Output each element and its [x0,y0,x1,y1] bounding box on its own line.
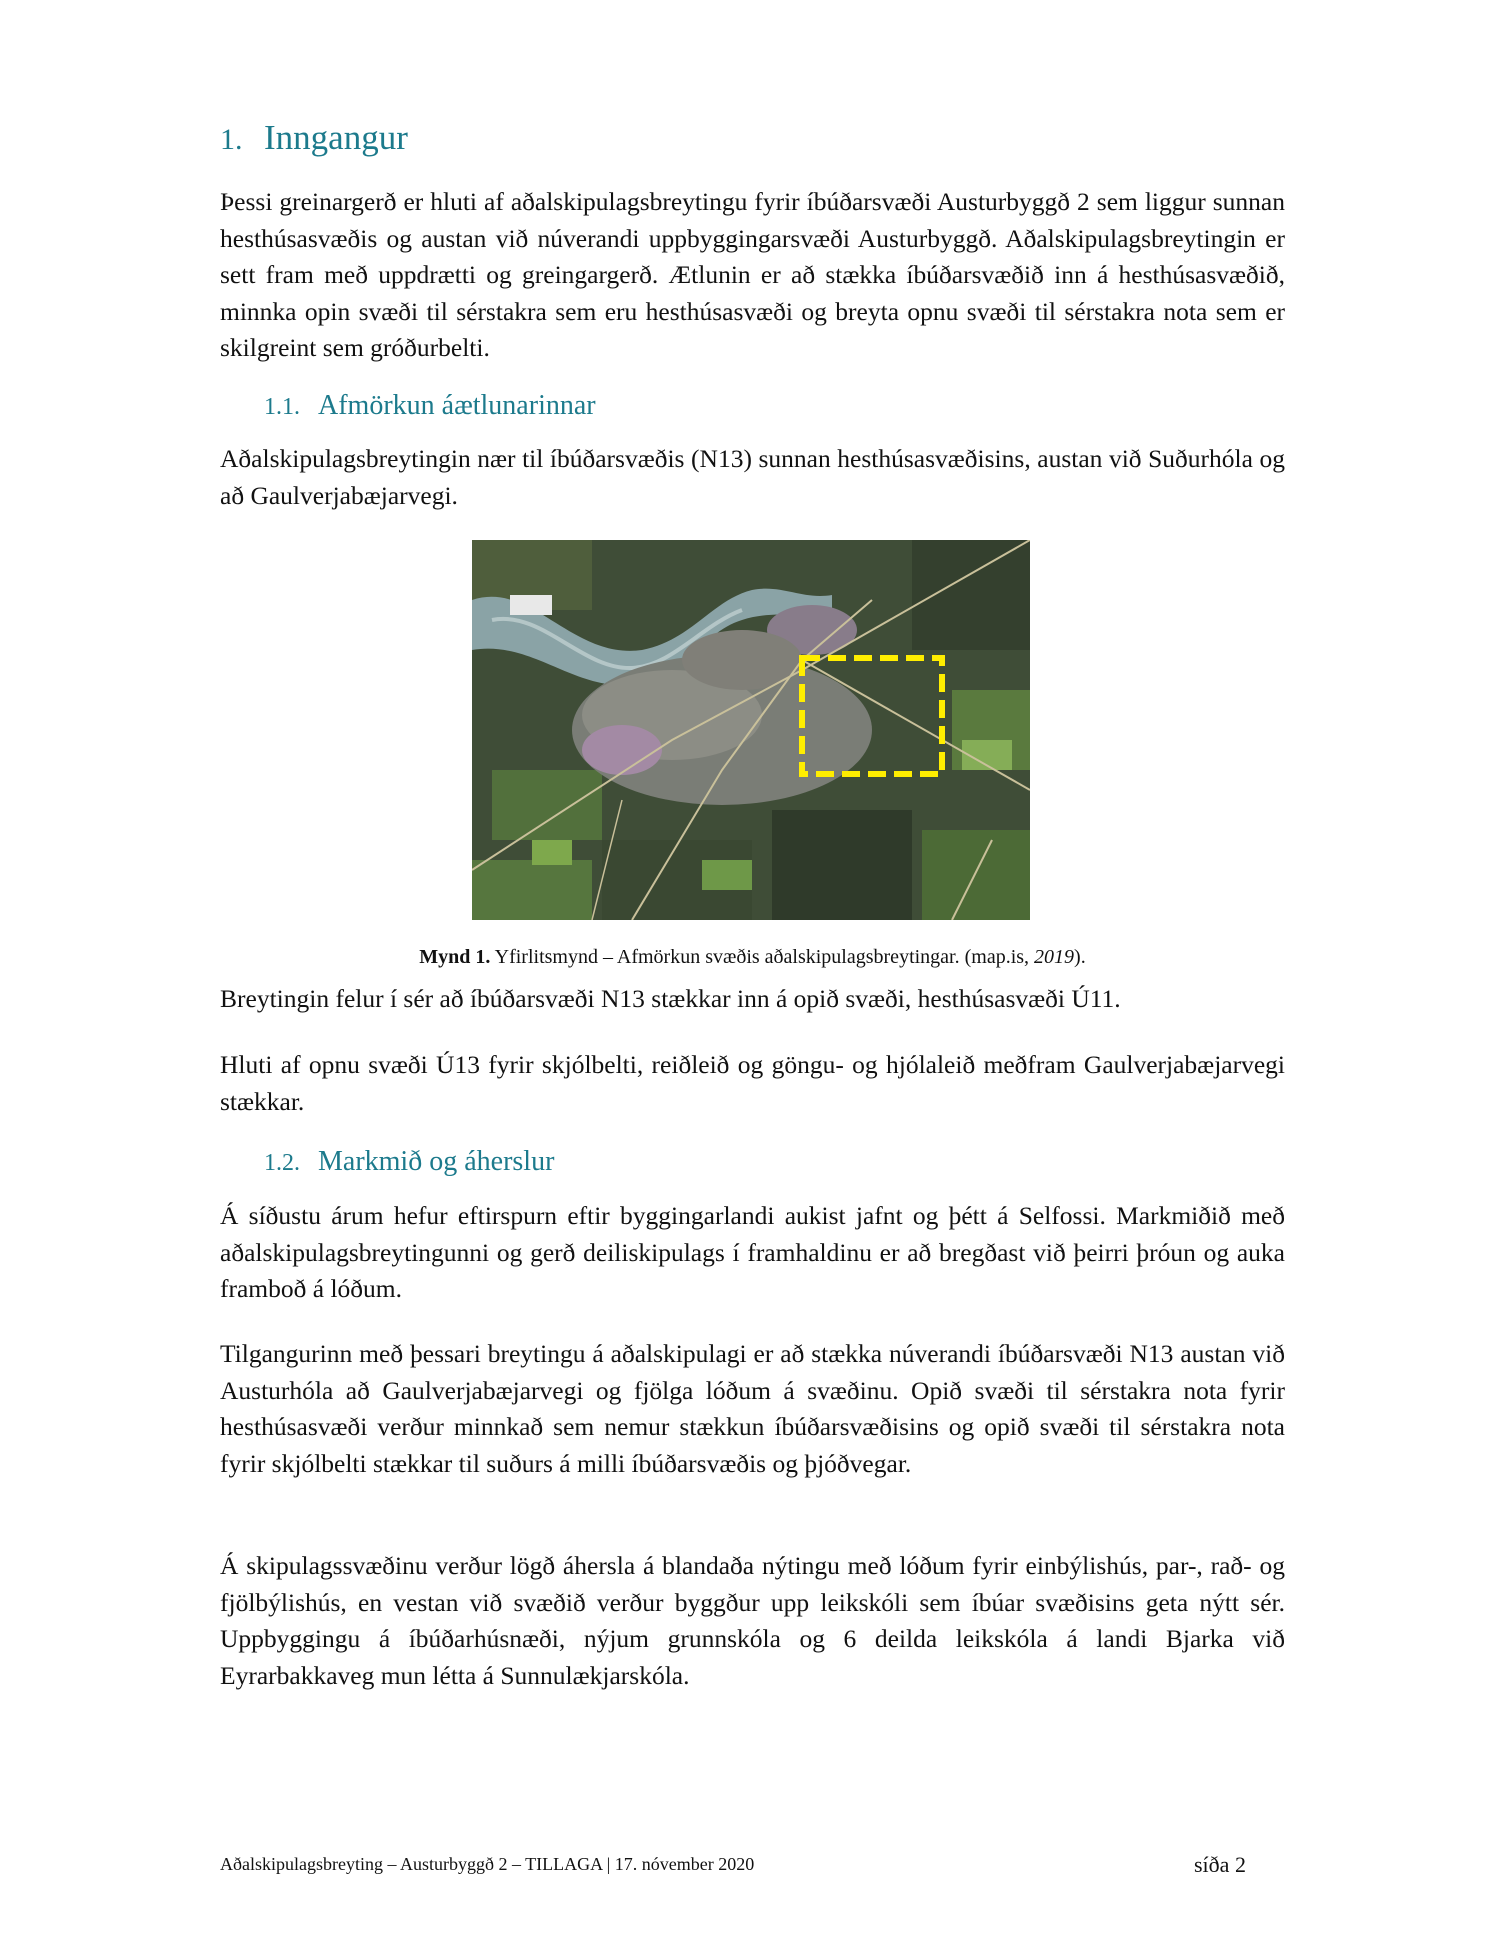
figure-caption [220,946,1285,969]
footer-document-title: Aðalskipulagsbreyting – Austurbyggð 2 – TILLAGA | 17. nóvember 2020 [220,1854,755,1874]
subsection-heading-afmorkun [264,390,596,422]
subsection-number: 1.1. [264,394,300,420]
section-heading-inngangur [220,118,408,158]
goals-paragraph-1: Á síðustu árum hefur eftirspurn eftir byggingarlandi aukist jafnt og þétt á Selfossi. Markmiðið með aðalskipulagsbreytingunni og gerð deiliskipulags í framhaldinu er að bregðast við þeirri þróun og auka framboð á lóðum. [220,1201,1285,1303]
subsection-number: 1.2. [264,1150,300,1176]
caption-label: Mynd 1. [419,946,491,968]
section-title: Inngangur [264,118,408,157]
goals-paragraph-2: Tilgangurinn með þessari breytingu á aðalskipulagi er að stækka núverandi íbúðarsvæði N13 austan við Austurhóla að Gaulverjabæjarvegi og fjölga lóðum á svæðinu. Opið svæði til sérstakra nota fyrir hesthúsasvæði verður minnkað sem nemur stækkun íbúðarsvæðisins og opið svæði til sérstakra nota fyrir skjólbelti stækkar til suðurs á milli íbúðarsvæðis og þjóðvegar. [220,1339,1285,1478]
extent-paragraph: Aðalskipulagsbreytingin nær til íbúðarsvæðis (N13) sunnan hesthúsasvæðisins, austan við Suðurhóla og að Gaulverjabæjarvegi. [220,444,1285,510]
footer-page-number: síða 2 [1194,1852,1246,1877]
intro-paragraph: Þessi greinargerð er hluti af aðalskipulagsbreytingu fyrir íbúðarsvæði Austurbyggð 2 sem liggur sunnan hesthúsasvæðis og austan við núverandi uppbyggingarsvæði Austurbyggð. Aðalskipulagsbreytingin er sett fram með uppdrætti og greingargerð. Ætlunin er að stækka íbúðarsvæðið inn á hesthúsasvæðið, minnka opin svæði til sérstakra sem eru hesthúsasvæði og breyta opnu svæði til sérstakra nota sem er skilgreint sem gróðurbelti. [220,187,1285,362]
change-paragraph-2: Hluti af opnu svæði Ú13 fyrir skjólbelti, reiðleið og göngu- og hjólaleið meðfram Gaulverjabæjarvegi stækkar. [220,1050,1285,1116]
caption-end: ). [1074,946,1086,968]
overview-map-image [472,540,1030,920]
change-paragraph-1: Breytingin felur í sér að íbúðarsvæði N13 stækkar inn á opið svæði, hesthúsasvæði Ú11. [220,984,1121,1013]
aerial-map-graphic [472,540,1030,920]
subsection-title: Afmörkun áætlunarinnar [318,390,596,421]
subsection-title: Markmið og áherslur [318,1146,555,1177]
subsection-heading-markmid [264,1146,554,1178]
section-number: 1. [220,123,243,156]
caption-text: Yfirlitsmynd – Afmörkun svæðis aðalskipulagsbreytingar. (map.is, [490,946,1035,968]
goals-paragraph-3: Á skipulagssvæðinu verður lögð áhersla á blandaða nýtingu með lóðum fyrir einbýlishús, par-, rað- og fjölbýlishús, en vestan við svæðið verður byggður upp leikskóli sem íbúar svæðisins geta nýtt sér. Uppbyggingu á íbúðarhúsnæði, nýjum grunnskóla og 6 deilda leikskóla á landi Bjarka við Eyrarbakkaveg mun létta á Sunnulækjarskóla. [220,1551,1285,1690]
caption-year: 2019 [1034,946,1075,968]
